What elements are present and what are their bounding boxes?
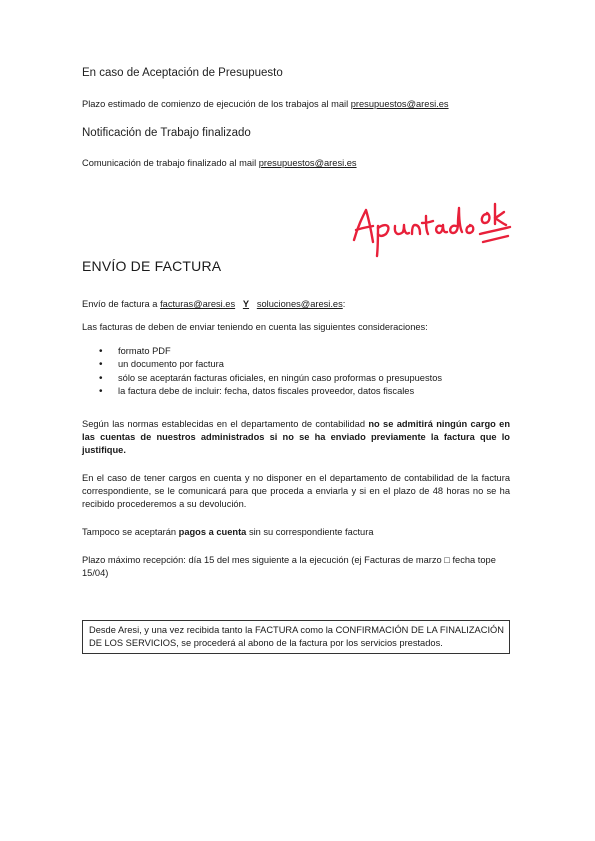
norms-prefix: Según las normas establecidas en el departamento de contabilidad xyxy=(82,419,365,429)
invoice-send-line xyxy=(82,298,345,311)
account-bold: pagos a cuenta xyxy=(178,527,247,537)
boxed-note: Desde Aresi, y una vez recibida tanto la FACTURA como la CONFIRMACIÓN DE LA FINALIZACIÓN DE LOS SERVICIOS, se procederá al abono de la factura por los servicios prestados. xyxy=(82,620,510,654)
acceptance-line xyxy=(82,98,449,111)
list-item: • formato PDF xyxy=(98,345,518,358)
handwritten-annotation xyxy=(340,196,520,266)
account-line xyxy=(82,526,373,539)
invoice-send-suffix: : xyxy=(342,299,346,309)
finished-heading: Notificación de Trabajo finalizado xyxy=(82,127,251,139)
invoice-email2-link[interactable]: soluciones@aresi.es xyxy=(256,299,343,309)
considerations-intro: Las facturas de deben de enviar teniendo en cuenta las siguientes consideraciones: xyxy=(82,322,428,332)
invoice-email1-link[interactable]: facturas@aresi.es xyxy=(160,299,236,309)
list-item: • un documento por factura xyxy=(98,358,518,371)
acceptance-heading: En caso de Aceptación de Presupuesto xyxy=(82,67,283,79)
account-suffix: sin su correspondiente factura xyxy=(248,527,374,537)
acceptance-text: Plazo estimado de comienzo de ejecución de los trabajos al mail xyxy=(82,99,349,109)
finished-line xyxy=(82,157,357,170)
norms-paragraph xyxy=(82,418,510,457)
list-item: • la factura debe de incluir: fecha, datos fiscales proveedor, datos fiscales xyxy=(98,385,518,398)
invoice-and: Y xyxy=(242,299,250,309)
finished-text: Comunicación de trabajo finalizado al mail xyxy=(82,158,257,168)
account-prefix: Tampoco se aceptarán xyxy=(82,527,177,537)
deadline-paragraph: Plazo máximo recepción: día 15 del mes siguiente a la ejecución (ej Facturas de marzo □ fecha tope 15/04) xyxy=(82,555,496,578)
invoice-send-prefix: Envío de factura a xyxy=(82,299,158,309)
charges-paragraph: En el caso de tener cargos en cuenta y no disponer en el departamento de contabilidad de la factura correspondiente, se le comunicará para que proceda a enviarla y si en el plazo de 48 horas no se ha recibido procederemos a su devolución. xyxy=(82,473,510,509)
list-item: • sólo se aceptarán facturas oficiales, en ningún caso proformas o presupuestos xyxy=(98,372,518,385)
finished-email-link[interactable]: presupuestos@aresi.es xyxy=(258,158,357,168)
invoice-title: ENVÍO DE FACTURA xyxy=(82,258,222,274)
considerations-list xyxy=(98,345,518,398)
norms-bold: no se admitirá ningún cargo en las cuentas de nuestros administrados si no se ha enviado previamente la factura que lo justifique. xyxy=(82,419,510,455)
acceptance-email-link[interactable]: presupuestos@aresi.es xyxy=(350,99,449,109)
